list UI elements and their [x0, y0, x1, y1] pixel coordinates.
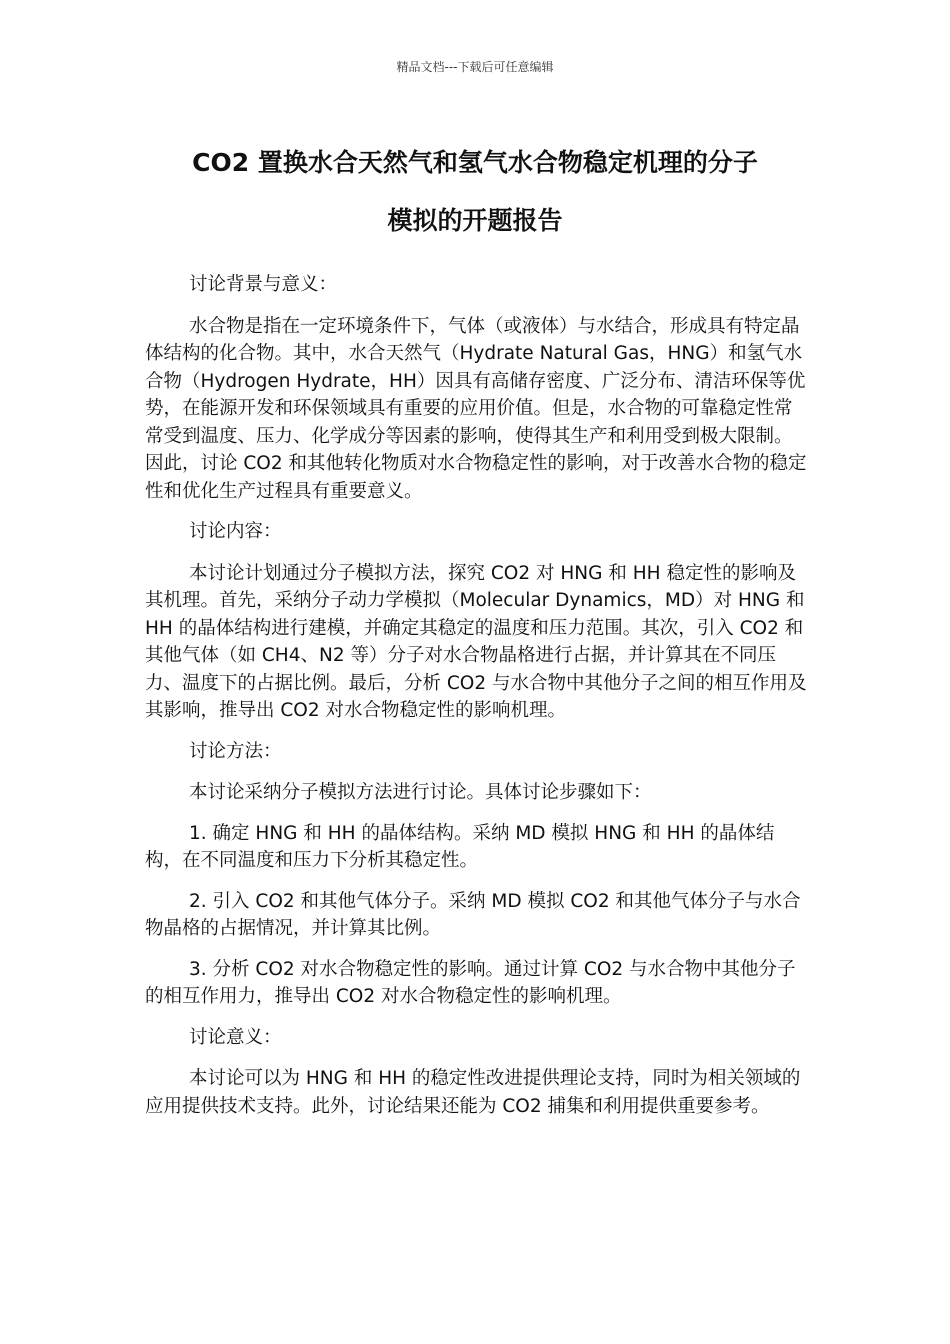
- section-heading-method: 讨论方法：: [189, 740, 282, 762]
- document-body: [145, 271, 807, 1133]
- paragraph-significance: 本讨论可以为 HNG 和 HH 的稳定性改进提供理论支持，同时为相关领域的应用提供技术支持。此外，讨论结果还能为 CO2 捕集和利用提供重要参考。: [145, 1068, 801, 1117]
- section-heading-content: 讨论内容：: [189, 521, 282, 542]
- section-heading-significance: 讨论意义：: [189, 1026, 282, 1048]
- paragraph-content: 本讨论计划通过分子模拟方法，探究 CO2 对 HNG 和 HH 稳定性的影响及其机理。首先，采纳分子动力学模拟（Molecular Dynamics，MD）对 HNG 和 HH 的晶体结构进行建模，并确定其稳定的温度和压力范围。其次，引入 CO2 和其他气体（如 CH4、N2 等）分子对水合物晶格进行占据，并计算其在不同压力、温度下的占据比例。最后，分析 CO2 与水合物中其他分子之间的相互作用及其影响，推导出 CO2 对水合物稳定性的影响机理。: [145, 562, 807, 721]
- method-step-3: 3. 分析 CO2 对水合物稳定性的影响。通过计算 CO2 与水合物中其他分子的相互作用力，推导出 CO2 对水合物稳定性的影响机理。: [145, 958, 796, 1007]
- title-line-2: 模拟的开题报告: [387, 206, 563, 235]
- section-heading-background: 讨论背景与意义：: [189, 274, 338, 295]
- method-step-1: 1. 确定 HNG 和 HH 的晶体结构。采纳 MD 模拟 HNG 和 HH 的晶体结构，在不同温度和压力下分析其稳定性。: [145, 822, 775, 871]
- paragraph-background: 水合物是指在一定环境条件下，气体（或液体）与水结合，形成具有特定晶体结构的化合物。其中，水合天然气（Hydrate Natural Gas，HNG）和氢气水合物（Hydrogen Hydrate，HH）因具有高储存密度、广泛分布、清洁环保等优势，在能源开发和环保领域具有重要的应用价值。但是，水合物的可靠稳定性常常受到温度、压力、化学成分等因素的影响，使得其生产和利用受到极大限制。因此，讨论 CO2 和其他转化物质对水合物稳定性的影响，对于改善水合物的稳定性和优化生产过程具有重要意义。: [145, 315, 807, 502]
- title-line-1: CO2 置换水合天然气和氢气水合物稳定机理的分子: [192, 148, 758, 177]
- method-step-2: 2. 引入 CO2 和其他气体分子。采纳 MD 模拟 CO2 和其他气体分子与水合物晶格的占据情况，并计算其比例。: [145, 890, 801, 939]
- document-title: [145, 134, 805, 250]
- paragraph-method-intro: 本讨论采纳分子模拟方法进行讨论。具体讨论步骤如下：: [189, 782, 652, 803]
- header-note: 精品文档---下载后可任意编辑: [396, 60, 554, 74]
